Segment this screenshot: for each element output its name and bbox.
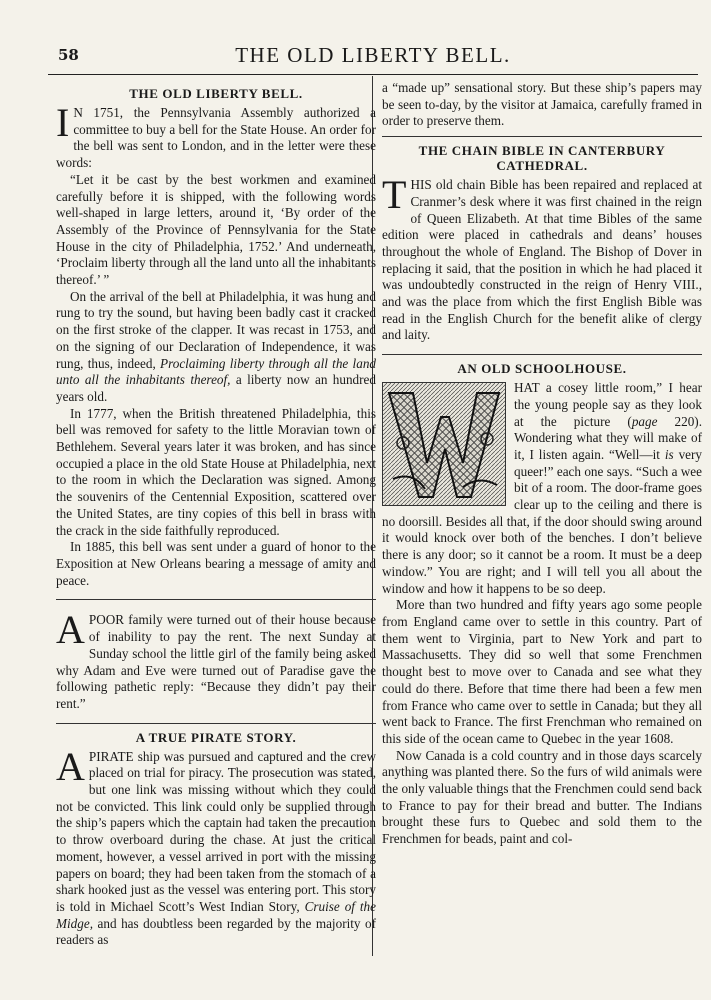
article-old-schoolhouse	[382, 361, 702, 848]
article-pirate-story	[56, 730, 376, 949]
header-rule	[48, 74, 698, 75]
right-column	[382, 80, 702, 848]
article-poor-family	[56, 607, 376, 712]
paragraph: On the arrival of the bell at Philadelphia, it was hung and rung to try the sound, but having been badly cast it cracked on the first stroke of the clapper. It was recast in 1753, and on the signing of our Declaration of Independence, it was rung, thus, indeed, Proclaiming liberty through all the land unto all the inhabitants thereof, a liberty now an hundred years old.	[56, 288, 377, 404]
paragraph: “Let it be cast by the best workmen and examined carefully before it is shipped, with the following words well-shaped in large letters, around it, ‘By order of the Assembly of the Province of Pennsylvania for the State House in the city of Philadelphia, 1752.’ And underneath, ‘Proclaim liberty through all the land unto all the inhabitants thereof.’ ”	[56, 171, 376, 288]
section-rule	[56, 599, 376, 600]
drop-cap: I	[56, 100, 70, 145]
drop-cap: T	[382, 172, 407, 218]
article-chain-bible	[382, 143, 702, 344]
paragraph: APOOR family were turned out of their house because of inability to pay the rent. The next Sunday at Sunday school the little girl of the family being asked why Adam and Eve were turned out of Paradise gave the following pathetic reply: “Because they didn’t pay their rent.”	[56, 607, 376, 711]
section-rule	[382, 354, 702, 355]
article-title: THE OLD LIBERTY BELL.	[129, 86, 303, 101]
paragraph: Now Canada is a cold country and in those days scarcely anything was planted there. So the furs of wild animals were the only valuable things that the Frenchmen could send back to France to pay for their bread and butter. The Indians brought these furs to Quebec and sold them to the Frenchmen for beads, paint and col-	[382, 747, 702, 847]
page-number: 58	[58, 46, 79, 64]
drop-cap: A	[56, 607, 85, 653]
page-header	[48, 34, 698, 74]
paragraph: In 1885, this bell was sent under a guard of honor to the Exposition at New Orleans bearing a message of amity and peace.	[56, 539, 376, 588]
article-title: THE CHAIN BIBLE IN CANTERBURY CATHEDRAL.	[418, 143, 666, 174]
ornamental-initial-w-image	[382, 382, 506, 506]
drop-cap: A	[56, 743, 85, 789]
paragraph: I N 1751, the Pennsylvania Assembly authorized a committee to buy a bell for the State House. An order for the bell was sent to London, and in the letter were these words:	[56, 100, 376, 171]
article-title: A TRUE PIRATE STORY.	[135, 729, 297, 745]
article-liberty-bell	[56, 86, 376, 589]
running-title: THE OLD LIBERTY BELL.	[235, 43, 511, 67]
paragraph: More than two hundred and fifty years ago some people from England came over to settle in this country. Part of them went to Virginia, part to New York and part to Massachusetts. They did so well that some Frenchmen thought best to move over to Canada and see what they could do there. Before that time there had been a few men from France who came over to settle in Canada; but they all went back to France. The first Frenchman who remained on this side of the ocean came to Quebec in the year 1608.	[382, 597, 702, 746]
article-title: AN OLD SCHOOLHOUSE.	[457, 361, 627, 377]
paragraph: THIS old chain Bible has been repaired and replaced at Cranmer’s desk where it was first chained in the reign of Queen Elizabeth. At that time Bibles of the same edition were placed in cathedrals and deans’ houses throughout the whole of England. The Bishop of Dover in replacing it said, that the position in which he had placed it was undoubtedly constructed in the reign of Henry VIII., and was the place from which the first English Bible was read in the English Church for the benefit alike of clergy and laity.	[382, 172, 702, 343]
paragraph: In 1777, when the British threatened Philadelphia, this bell was removed for safety to the little Moravian town of Bethlehem. Several years later it was broken, and has since occupied a place in the old State House at Philadelphia, next to the room in which the Declaration was signed. Among the souvenirs of the Centennial Exposition, scattered over the United States, are tiny copies of this bell in brass with the crack in the side faithfully reproduced.	[56, 405, 376, 538]
paragraph: a “made up” sensational story. But these ship’s papers may be seen to-day, by the visitor at Jamaica, carefully framed in order to preserve them.	[382, 80, 702, 129]
paragraph: APIRATE ship was pursued and captured and the crew placed on trial for piracy. The prosecution was stated, but one link was missing without which they could not be convicted. This link could only be supplied through the ship’s papers which the captain had taken the precaution to throw overboard during the chase. At just the critical moment, however, a vessel arrived in port with the missing papers on board; they had been taken from the stomach of a shark hooked just as the vessel was entering port. This story is told in Michael Scott’s West Indian Story, Cruise of the Midge, and has doubtless been regarded by the majority of readers as	[56, 743, 376, 948]
left-column	[56, 80, 376, 949]
section-rule	[56, 723, 376, 724]
paragraph: HAT a cosey little room,” I hear the young people say as they look at the picture (page 220). Wondering what they will make of it, I listen again. “Well—it is very queer!” each one says. “Such a wee bit of a room. The door-frame goes clear up to the ceiling and there is no doorsill. Besides all that, if the door should swing around it would knock over both of the benches. I don’t believe there is any door; so it cannot be a room. It must be a deep window.” You are right; and I will tell you all about the window and how it happens to be so deep.	[382, 380, 703, 596]
section-rule	[382, 136, 702, 137]
